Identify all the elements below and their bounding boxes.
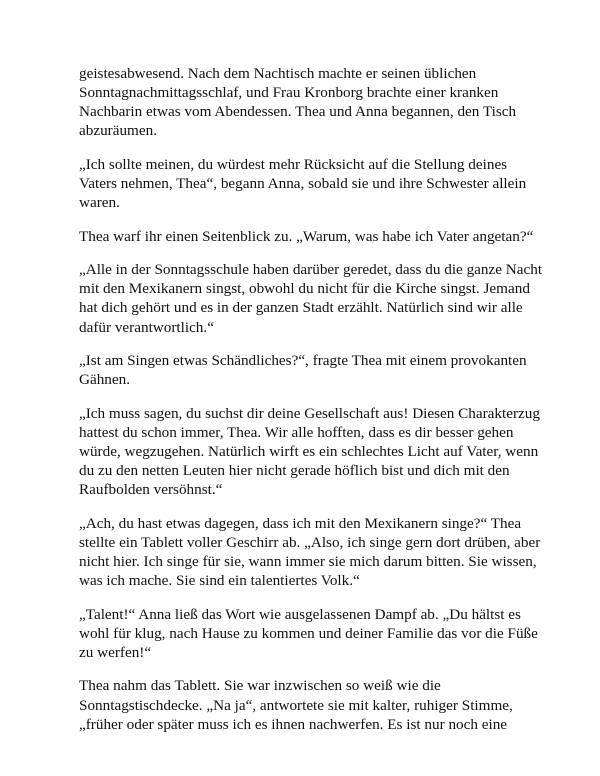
text-line: würde, wegzugehen. Natürlich wirft es ein schlechtes Licht auf Vater, wenn [79, 443, 539, 460]
text-line: waren. [79, 194, 120, 212]
text-line: „Ach, du hast etwas dagegen, dass ich mit den Mexikanern singe?“ Thea [79, 514, 522, 532]
text-line: Thea warf ihr einen Seitenblick zu. „Warum, was habe ich Vater angetan?“ [79, 227, 534, 245]
text-line: „Ich muss sagen, du suchst dir deine Gesellschaft aus! Diesen Charakterzug [79, 404, 540, 422]
text-line: „Ist am Singen etwas Schändliches?“, fragte Thea mit einem provokanten [79, 352, 527, 370]
text-line: stellte ein Tablett voller Geschirr ab. „Also, ich singe gern dort drüben, aber [79, 533, 541, 551]
text-line: Nachbarin etwas vom Abendessen. Thea und Anna begannen, den Tisch [79, 103, 517, 121]
text-line: zu werfen!“ [79, 643, 152, 661]
text-line: wohl für klug, nach Hause zu kommen und deiner Familie das vor die Füße [79, 624, 538, 642]
paragraph [79, 64, 539, 140]
text-line: Vaters nehmen, Thea“, begann Anna, sobald sie und ihre Schwester allein [79, 174, 527, 192]
paragraph [79, 155, 539, 212]
text-line: abzuräumen. [79, 122, 158, 140]
text-line: was ich mache. Sie sind ein talentiertes Volk.“ [79, 572, 360, 590]
text-line: „Talent!“ Anna ließ das Wort wie ausgelassenen Dampf ab. „Du hältst es [79, 605, 521, 623]
paragraph [79, 404, 539, 499]
text-line: geistesabwesend. Nach dem Nachtisch machte er seinen üblichen [79, 65, 477, 82]
text-line: mit den Mexikanern singst, obwohl du nicht für die Kirche singst. Jemand [79, 280, 530, 298]
text-line: Gähnen. [79, 371, 131, 389]
text-line: du zu den netten Leuten hier nicht gerade höflich bist und dich mit den [79, 462, 510, 480]
text-line: Sonntagstischdecke. „Na ja“, antwortete sie mit kalter, ruhiger Stimme, [79, 696, 513, 714]
document-page [79, 64, 543, 748]
paragraph [79, 351, 539, 389]
paragraph [79, 260, 543, 336]
paragraph [79, 605, 539, 662]
paragraph [79, 514, 539, 590]
text-line: „Ich sollte meinen, du würdest mehr Rücksicht auf die Stellung deines [79, 155, 508, 173]
paragraph [79, 676, 539, 733]
text-line: Sonntagnachmittagsschlaf, und Frau Kronborg brachte einer kranken [79, 84, 499, 102]
paragraph [79, 227, 539, 246]
text-line: hat dich gehört und es in der ganzen Stadt erzählt. Natürlich sind wir alle [79, 299, 523, 317]
text-line: nicht hier. Ich singe für sie, wann immer sie mich darum bitten. Sie wissen, [79, 552, 537, 570]
text-line: hattest du schon immer, Thea. Wir alle hofften, dass es dir besser gehen [79, 423, 514, 441]
text-line: „Alle in der Sonntagsschule haben darüber geredet, dass du die ganze Nacht [79, 261, 543, 279]
text-line: Raufbolden versöhnst.“ [79, 481, 223, 499]
text-line: dafür verantwortlich.“ [79, 318, 214, 336]
text-line: Thea nahm das Tablett. Sie war inzwischen so weiß wie die [79, 677, 441, 695]
text-line: „früher oder später muss ich es ihnen nachwerfen. Es ist nur noch eine [79, 715, 508, 733]
